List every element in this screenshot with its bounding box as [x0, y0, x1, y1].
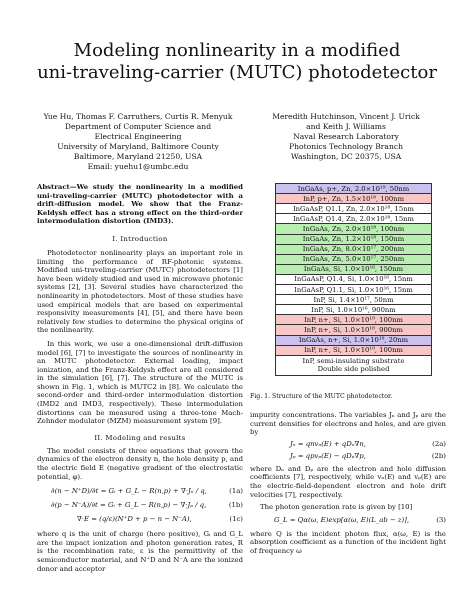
abstract: Abstract—We study the nonlinearity in a modified uni-traveling-carrier (MUTC) photodetector with a drift-diffusion model. We show that the Franz-Keldysh effect has a strong effect on the third-order intermodulation distortion (IMD3).: [37, 183, 243, 226]
layer-18: [276, 356, 431, 376]
affiliation-line: Baltimore, Maryland 21250, USA: [73, 152, 203, 161]
title-line-2: uni-traveling-carrier (MUTC) photodetector: [37, 62, 437, 83]
equation-2a: [250, 439, 446, 451]
section-heading-modeling: II. Modeling and results: [94, 433, 186, 442]
right-column: [250, 411, 446, 556]
paper-title: [0, 40, 474, 84]
equation-1c-number: (1c): [229, 515, 243, 524]
model-paragraph-1: The model consists of three equations that govern the dynamics of the electron density n, the hole density p, and the electric field E (negative gradient of the electrostatic potential, φ).: [37, 446, 243, 481]
equation-1a: [37, 485, 243, 499]
equation-1b: [37, 499, 243, 513]
affiliation-line: Electrical Engineering: [94, 132, 182, 141]
intro-paragraph-1: Photodetector nonlinearity plays an important role in limiting the performance of RF-photonic systems. Modified uni-traveling-carrier (MUTC) photodetectors [1] have been widely studied and used in microwave photonic systems [2], [3]. Several studies have characterized the nonlinearity in photodetectors. Most of these studies have used empirical models that are based on experimental responsivity measurements [4], [5], and there have been relatively few studies to determine the physical origins of the nonlinearity.: [37, 248, 243, 335]
affiliation-line: Washington, DC 20375, USA: [290, 152, 402, 161]
figure-caption: Fig. 1. Structure of the MUTC photodetector.: [250, 393, 393, 400]
affiliation-line: University of Maryland, Baltimore County: [57, 142, 219, 151]
authors-right: [248, 112, 444, 162]
equation-2a-body: Jₙ = qnvₙ(E) + qDₙ∇n,: [290, 439, 366, 448]
author-names-right: Meredith Hutchinson, Vincent J. Urick: [272, 112, 420, 121]
equation-3-body: G_L = Qα(ω, E)exp[α(ω, E)(L_ab − z)],: [274, 515, 410, 524]
right-paragraph-4: where Q is the incident photon flux, α(ω, E) is the absorption coefficient as a function of the incident light of frequency ω: [250, 529, 446, 555]
right-paragraph-3: The photon generation rate is given by [10]: [260, 503, 413, 512]
equation-2a-number: (2a): [432, 439, 446, 448]
equation-1b-number: (1b): [228, 501, 243, 510]
affiliation-line: Department of Computer Science and: [64, 122, 212, 131]
section-heading-introduction: I. Introduction: [112, 234, 168, 243]
layer-2: InP, p+, Zn, 1.5×10¹⁸, 100nm: [276, 194, 431, 204]
left-column: [37, 183, 243, 573]
layer-7: InGaAs, Zn, 8.0×10¹⁷, 200nm: [276, 245, 431, 255]
layer-5: InGaAs, Zn, 2.0×10¹⁸, 100nm: [276, 224, 431, 234]
equation-1a-body: ∂(n − N⁺D)/∂t = Gᵢ + G_L − R(n,p) + ∇·Jₙ / q,: [51, 487, 207, 496]
layer-label-line: Double side polished: [317, 365, 390, 374]
layer-4: InGaAsP, Q1.4, Zn, 2.0×10¹⁸, 15nm: [276, 214, 431, 224]
author-names-left: Yue Hu, Thomas F. Carruthers, Curtis R. Menyuk: [43, 112, 233, 121]
layer-17: InP, n+, Si, 1.0×10¹⁹, 100nm: [276, 346, 431, 356]
layer-10: InGaAsP, Q1.4, Si, 1.0×10¹⁶, 15nm: [276, 275, 431, 285]
equation-1c: [37, 513, 243, 527]
equation-1a-number: (1a): [229, 487, 243, 496]
layer-9: InGaAs, Si, 1.0×10¹⁶, 150nm: [276, 265, 431, 275]
right-paragraph-1: impurity concentrations. The variables Jₙ and Jₚ are the current densities for electrons and holes, and are given by: [250, 411, 446, 437]
layer-15: InP, n+, Si, 1.0×10¹⁸, 900nm: [276, 325, 431, 335]
author-names-right-2: and Keith J. Williams: [306, 122, 386, 131]
equation-2b-body: Jₚ = qpvₚ(E) − qDₚ∇p,: [290, 451, 366, 460]
equation-3-number: (3): [436, 515, 446, 524]
affiliation-line: Photonics Technology Branch: [289, 142, 403, 151]
layer-16: InGaAs, n+, Si, 1.0×10¹⁹, 20nm: [276, 336, 431, 346]
layer-11: InGaAsP, Q1.1, Si, 1.0×10¹⁶, 15nm: [276, 285, 431, 295]
model-paragraph-2: where q is the unit of charge (here positive), Gᵢ and G_L are the impact ionization and photon generation rates, R is the recombination rate, ε is the permittivity of the semiconductor material, and N⁺D and N⁻A are the ionized donor and acceptor: [37, 530, 243, 573]
equation-2b-number: (2b): [431, 451, 446, 460]
right-paragraph-2: where Dₙ and Dₚ are the electron and hole diffusion coefficients [7], respectively, while vₙ(E) and vₚ(E) are the electric-field-dependent electron and hole drift velocities [7], respectively.: [250, 464, 446, 499]
layer-13: InP, Si, 1.0×10¹⁶, 900nm: [276, 305, 431, 315]
mutc-layer-stack: [275, 183, 432, 376]
equation-3: [250, 514, 446, 528]
intro-paragraph-2: In this work, we use a one-dimensional drift-diffusion model [6], [7] to investigate the sources of nonlinearity in an MUTC photodetector. External loading, impact ionization, and the Franz-Keldysh effect are all considered in the simulation [6], [7]. The structure of the MUTC is shown in Fig. 1, which is MUTC2 in [8]. We calculate the second-order and third-order intermodulation distortion (IMD2 and IMD3, respectively). These intermodulation distortions can be measured using a three-tone Mach-Zehnder modulator (MZM) measurement system [9].: [37, 339, 243, 426]
equation-2b: [250, 451, 446, 463]
title-line-1: Modeling nonlinearity in a modified: [73, 40, 401, 61]
affiliation-line: Naval Research Laboratory: [293, 132, 399, 141]
layer-12: InP, Si, 1.4×10¹⁷, 50nm: [276, 295, 431, 305]
author-email: Email: yuehu1@umbc.edu: [87, 162, 189, 171]
layer-label-line: InP, semi-insulating substrate: [302, 357, 405, 366]
equation-1b-body: ∂(p − N⁻A)/∂t = Gᵢ + G_L − R(n,p) − ∇·Jₚ / q,: [51, 501, 207, 510]
equation-1c-body: ∇·E = (q/ε)(N⁺D + p − n − N⁻A),: [77, 515, 192, 524]
layer-1: InGaAs, p+, Zn, 2.0×10¹⁹, 50nm: [276, 184, 431, 194]
layer-6: InGaAs, Zn, 1.2×10¹⁸, 150nm: [276, 235, 431, 245]
layer-14: InP, n+, Si, 1.0×10¹⁹, 100nm: [276, 315, 431, 325]
layer-8: InGaAs, Zn, 5.0×10¹⁷, 250nm: [276, 255, 431, 265]
authors-left: [40, 112, 236, 172]
layer-3: InGaAsP, Q1.1, Zn, 2.0×10¹⁸, 15nm: [276, 204, 431, 214]
